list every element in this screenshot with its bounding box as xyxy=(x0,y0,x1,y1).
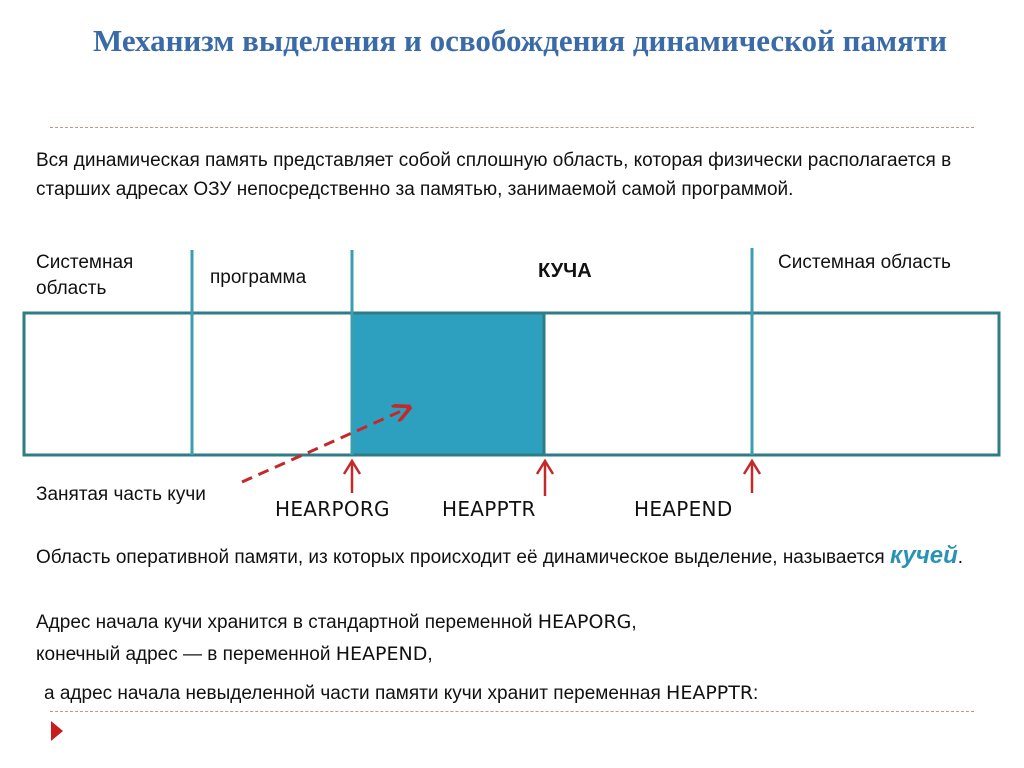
pointer-arrow-heapptr xyxy=(537,461,553,496)
label-system-area-right: Системная область xyxy=(778,252,951,273)
pointer-label-heapend: HEAPEND xyxy=(634,497,733,521)
pointer-arrow-heaporg xyxy=(344,461,360,493)
label-program: программа xyxy=(210,267,307,288)
p1-end: . xyxy=(957,547,964,568)
paragraph-heapend xyxy=(36,641,996,668)
p4-end: : xyxy=(753,683,759,704)
var-heaporg: HEAPORG xyxy=(537,611,632,633)
var-heapend: HEAPEND xyxy=(335,643,428,665)
pointer-arrow-heapend xyxy=(744,461,760,493)
var-heapptr: HEAPPTR xyxy=(666,682,754,704)
occupied-heap-block xyxy=(352,313,544,455)
pointer-label-heapptr: HEAPPTR xyxy=(442,497,536,521)
paragraph-heaporg xyxy=(36,609,996,636)
label-heap: КУЧА xyxy=(538,260,592,282)
paragraph-heapptr xyxy=(44,680,1004,707)
intro-text: Вся динамическая память представляет собой сплошную область, которая физически располагается в старших адресах ОЗУ непосредственно за памятью, занимаемой самой программой. xyxy=(36,150,952,200)
label-occupied-heap: Занятая часть кучи xyxy=(36,484,206,505)
play-triangle-icon[interactable] xyxy=(51,721,63,741)
label-system-area-left: Системная область xyxy=(36,252,134,299)
p2-end: , xyxy=(631,612,637,633)
pointer-label-hearporg: HEARPORG xyxy=(275,497,390,521)
heap-term: кучей xyxy=(889,542,958,569)
bottom-divider xyxy=(50,711,974,712)
p4-text: а адрес начала невыделенной части памяти кучи хранит переменная xyxy=(44,683,667,704)
p2-text: Адрес начала кучи хранится в стандартной переменной xyxy=(36,612,538,633)
slide-title: Механизм выделения и освобождения динамической памяти xyxy=(92,23,947,58)
p3-text: конечный адрес — в переменной xyxy=(36,644,336,665)
p1-text: Область оперативной памяти, из которых происходит её динамическое выделение, называется xyxy=(36,547,890,568)
paragraph-heap-definition xyxy=(36,538,996,576)
p3-end: , xyxy=(427,644,433,665)
